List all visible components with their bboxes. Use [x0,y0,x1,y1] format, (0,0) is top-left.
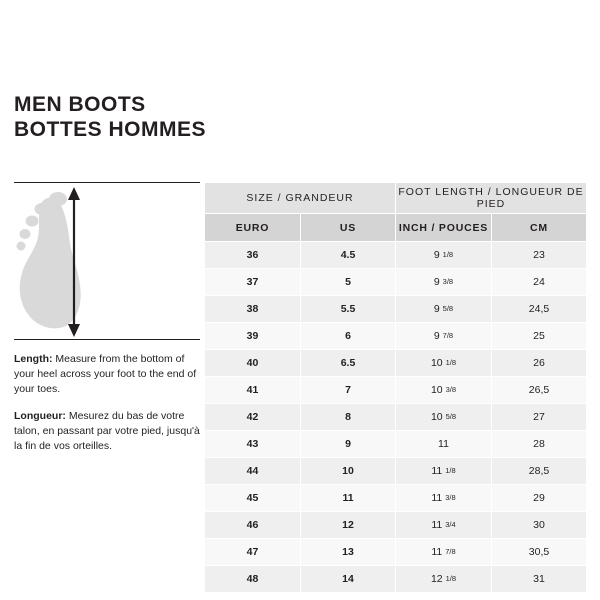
cell-euro: 39 [205,323,301,350]
cell-euro: 45 [205,485,301,512]
cell-euro: 46 [205,512,301,539]
table-row [205,539,587,566]
cell-inch: 10 5/8 [396,404,492,431]
cell-us: 11 [301,485,396,512]
cell-cm: 30 [492,512,587,539]
cell-euro: 37 [205,269,301,296]
cell-cm: 28 [492,431,587,458]
cell-cm: 24 [492,269,587,296]
page-title [14,92,434,142]
table-row [205,269,587,296]
cell-inch: 11 3/4 [396,512,492,539]
measurement-notes [14,352,200,454]
column-header-us: US [301,214,396,242]
column-header-euro: EURO [205,214,301,242]
cell-us: 6 [301,323,396,350]
cell-euro: 44 [205,458,301,485]
size-table-wrapper [204,182,586,593]
cell-us: 5.5 [301,296,396,323]
cell-us: 5 [301,269,396,296]
title-line-en: MEN BOOTS [14,93,146,116]
cell-us: 13 [301,539,396,566]
group-header-size: SIZE / GRANDEUR [205,183,396,214]
cell-euro: 42 [205,404,301,431]
table-row [205,458,587,485]
table-row [205,296,587,323]
table-group-header-row [205,183,587,214]
cell-euro: 41 [205,377,301,404]
foot-outline-icon [14,187,200,337]
cell-inch: 10 3/8 [396,377,492,404]
cell-us: 14 [301,566,396,593]
cell-us: 6.5 [301,350,396,377]
table-row [205,512,587,539]
table-row [205,323,587,350]
cell-inch: 9 1/8 [396,242,492,269]
note-fr-text: Mesurez du bas de votre talon, en passant par votre pied, jusqu'à la fin de vos orteilles. [14,410,200,452]
cell-inch: 12 1/8 [396,566,492,593]
group-header-foot-length: FOOT LENGTH / LONGUEUR DE PIED [396,183,587,214]
cell-us: 4.5 [301,242,396,269]
table-row [205,350,587,377]
cell-euro: 38 [205,296,301,323]
table-row [205,242,587,269]
cell-cm: 29 [492,485,587,512]
cell-inch: 9 7/8 [396,323,492,350]
cell-cm: 23 [492,242,587,269]
cell-inch: 10 1/8 [396,350,492,377]
cell-euro: 47 [205,539,301,566]
cell-inch: 11 3/8 [396,485,492,512]
note-en-text: Measure from the bottom of your heel across your foot to the end of your toes. [14,353,197,395]
cell-inch: 9 5/8 [396,296,492,323]
cell-euro: 36 [205,242,301,269]
column-header-inch: INCH / POUCES [396,214,492,242]
cell-inch: 11 [396,431,492,458]
table-row [205,377,587,404]
cell-inch: 9 3/8 [396,269,492,296]
cell-cm: 27 [492,404,587,431]
cell-us: 8 [301,404,396,431]
cell-inch: 11 1/8 [396,458,492,485]
note-en [14,352,200,397]
measurement-guide [14,182,200,466]
cell-us: 10 [301,458,396,485]
title-line-fr: BOTTES HOMMES [14,118,207,141]
foot-diagram [14,182,200,340]
note-fr [14,409,200,454]
cell-cm: 26,5 [492,377,587,404]
cell-us: 12 [301,512,396,539]
table-column-header-row [205,214,587,242]
note-fr-label: Longueur: [14,410,66,422]
size-table-body [205,242,587,593]
size-table [204,182,587,593]
cell-us: 9 [301,431,396,458]
cell-cm: 26 [492,350,587,377]
cell-inch: 11 7/8 [396,539,492,566]
cell-us: 7 [301,377,396,404]
cell-euro: 43 [205,431,301,458]
cell-cm: 24,5 [492,296,587,323]
cell-cm: 30,5 [492,539,587,566]
table-row [205,485,587,512]
cell-euro: 48 [205,566,301,593]
column-header-cm: CM [492,214,587,242]
note-en-label: Length: [14,353,53,365]
table-row [205,431,587,458]
table-row [205,404,587,431]
cell-cm: 31 [492,566,587,593]
cell-euro: 40 [205,350,301,377]
cell-cm: 25 [492,323,587,350]
table-row [205,566,587,593]
cell-cm: 28,5 [492,458,587,485]
